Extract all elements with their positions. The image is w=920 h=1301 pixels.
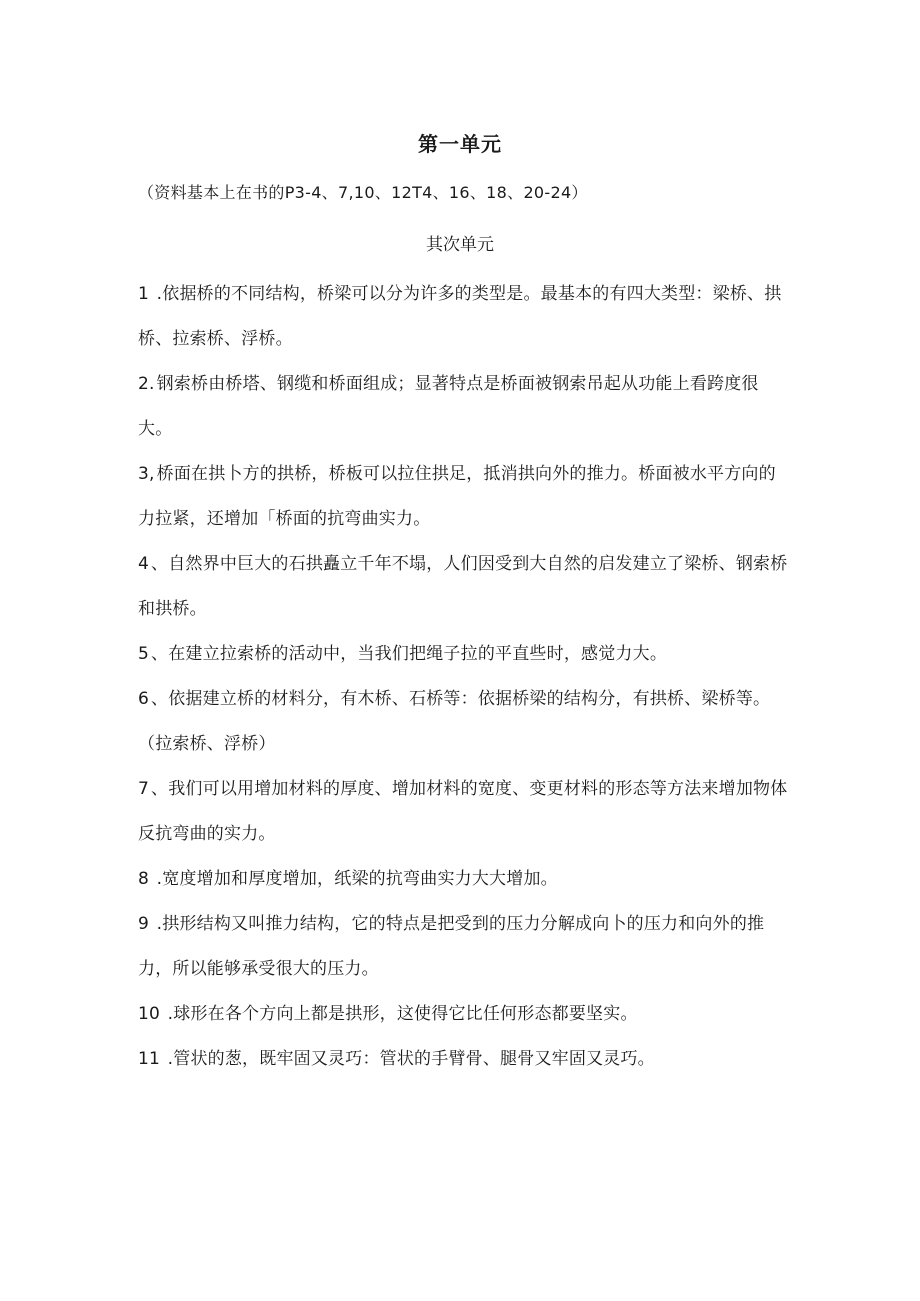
item-number: 2. bbox=[138, 374, 155, 394]
item-text: 、自然界中巨大的石拱矗立千年不塌，人们因受到大自然的启发建立了梁桥、钢索桥和拱桥。 bbox=[138, 554, 788, 619]
list-item bbox=[138, 542, 788, 632]
list-item bbox=[138, 767, 788, 857]
item-text: 、在建立拉索桥的活动中，当我们把绳子拉的平直些时，感觉力大。 bbox=[151, 644, 668, 664]
list-item bbox=[138, 362, 788, 452]
item-text: 、依据建立桥的材料分，有木桥、石桥等：依据桥梁的结构分，有拱桥、梁桥等。（拉索桥、浮桥） bbox=[138, 689, 771, 754]
list-item bbox=[138, 677, 788, 767]
item-number: 5 bbox=[138, 644, 150, 664]
section-subtitle: 其次单元 bbox=[426, 235, 494, 255]
item-number: 4 bbox=[138, 554, 150, 574]
item-text: .依据桥的不同结构，桥梁可以分为许多的类型是。最基本的有四大类型：梁桥、拱桥、拉索桥、浮桥。 bbox=[138, 284, 782, 349]
list-item bbox=[138, 902, 788, 992]
item-number: 11 bbox=[138, 1049, 161, 1069]
item-text: 、我们可以用增加材料的厚度、增加材料的宽度、变更材料的形态等方法来增加物体反抗弯曲的实力。 bbox=[138, 779, 788, 844]
list-item bbox=[138, 632, 788, 677]
item-list bbox=[138, 272, 788, 1082]
list-item bbox=[138, 452, 788, 542]
item-number: 9 bbox=[138, 914, 150, 934]
item-text: .管状的葱，既牢固又灵巧：管状的手臂骨、腿骨又牢固又灵巧。 bbox=[162, 1049, 655, 1069]
list-item bbox=[138, 992, 788, 1037]
item-text: .宽度增加和厚度增加，纸梁的抗弯曲实力大大增加。 bbox=[151, 869, 558, 889]
item-number: 6 bbox=[138, 689, 150, 709]
item-number: 3, bbox=[138, 464, 155, 484]
item-number: 8 bbox=[138, 869, 150, 889]
page-title: 第一单元 bbox=[418, 132, 502, 156]
item-number: 1 bbox=[138, 284, 150, 304]
item-text: .拱形结构又叫推力结构，它的特点是把受到的压力分解成向卜的压力和向外的推力，所以能够承受很大的压力。 bbox=[138, 914, 765, 979]
item-number: 7 bbox=[138, 779, 150, 799]
list-item bbox=[138, 272, 788, 362]
item-text: .球形在各个方向上都是拱形，这使得它比任何形态都要坚实。 bbox=[162, 1004, 638, 1024]
reference-note: （资料基本上在书的P3-4、7,10、12T4、16、18、20-24） bbox=[138, 183, 588, 202]
item-number: 10 bbox=[138, 1004, 161, 1024]
item-text: 钢索桥由桥塔、钢缆和桥面组成；显著特点是桥面被钢索吊起从功能上看跨度很大。 bbox=[138, 374, 759, 439]
list-item bbox=[138, 1037, 788, 1082]
item-text: 桥面在拱卜方的拱桥，桥板可以拉住拱足，抵消拱向外的推力。桥面被水平方向的力拉紧，还增加「桥面的抗弯曲实力。 bbox=[138, 464, 776, 529]
list-item bbox=[138, 857, 788, 902]
